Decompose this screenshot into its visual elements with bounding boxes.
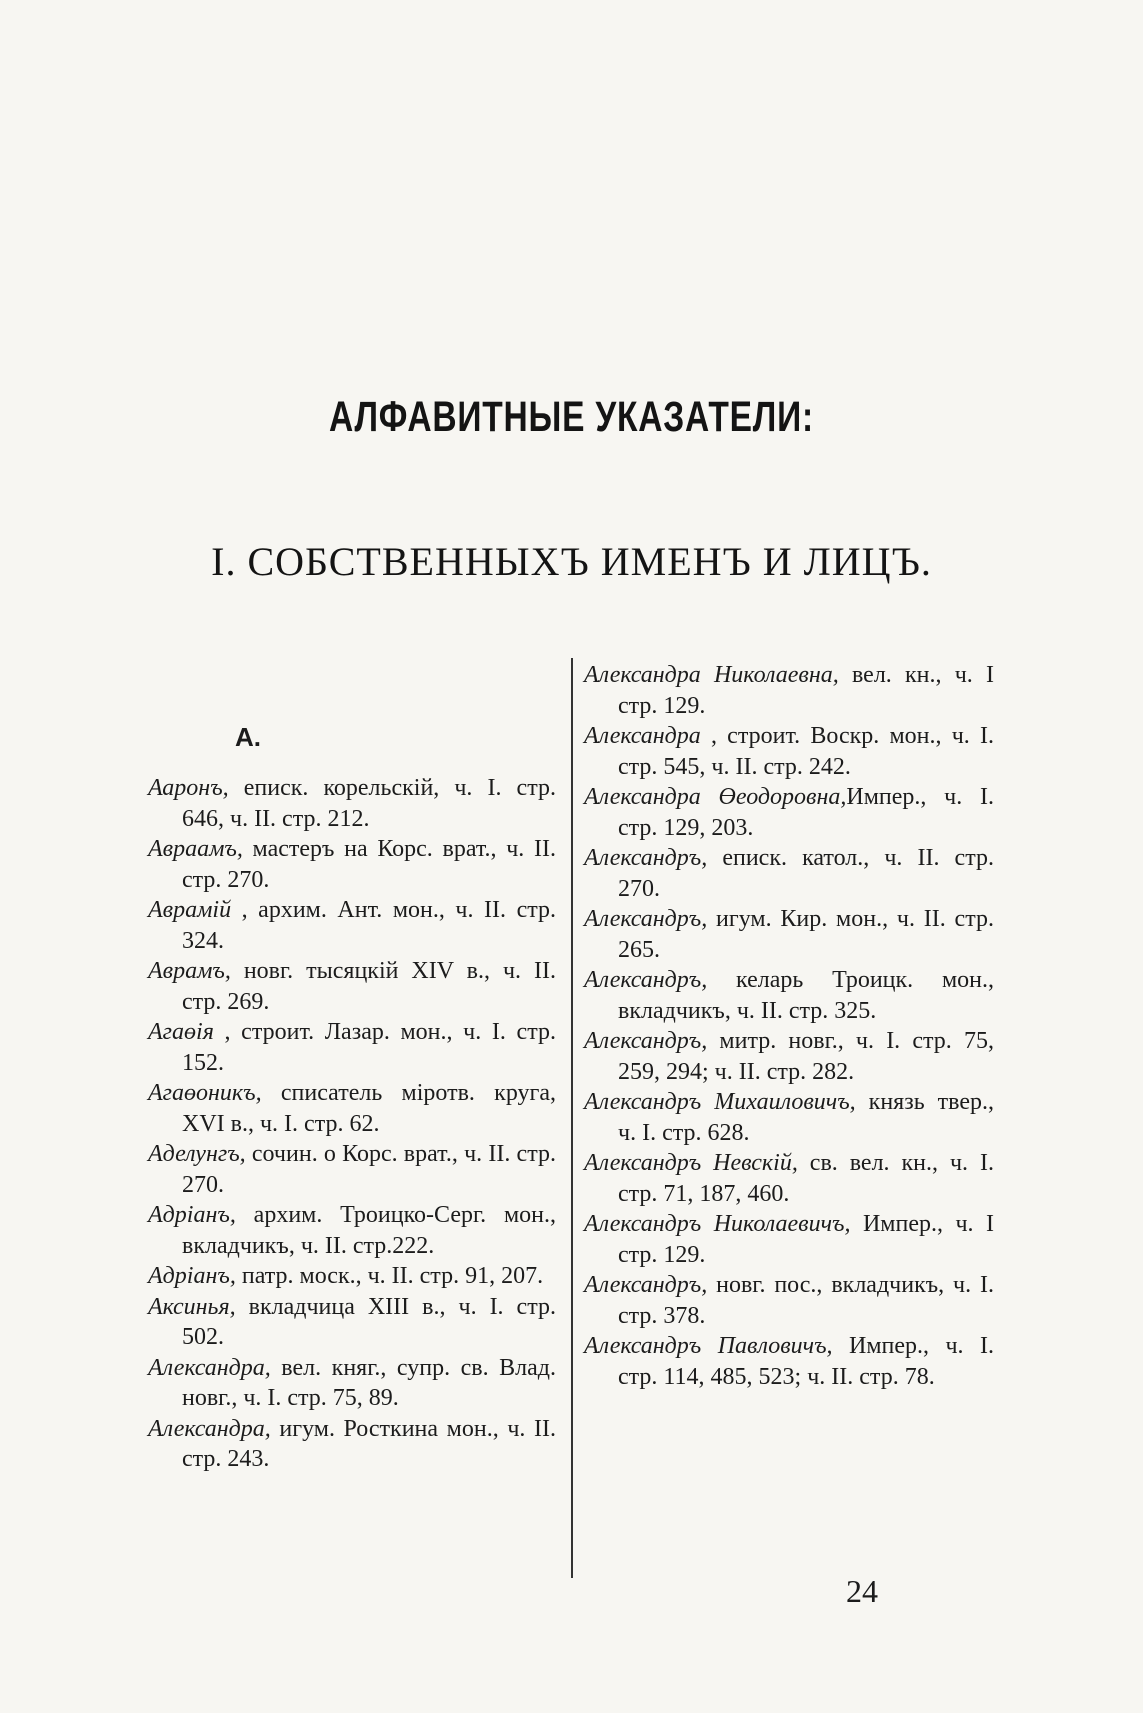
index-entry <box>148 834 556 895</box>
entry-text: вел. княг., супр. св. Влад. новг., ч. I. стр. 75, 89. <box>182 1354 556 1411</box>
index-entry <box>584 1026 994 1087</box>
entry-text: вкладчица XIII в., ч. I. стр. 502. <box>182 1293 556 1350</box>
index-entry <box>148 1139 556 1200</box>
index-entry <box>584 1148 994 1209</box>
entry-text: списатель міротв. круга, XVI в., ч. I. стр. 62. <box>182 1080 556 1137</box>
entry-name: Александра, <box>148 1415 271 1442</box>
entry-text: игум. Росткина мон., ч. II. стр. 243. <box>182 1415 556 1472</box>
index-entry <box>584 1087 994 1148</box>
index-entry <box>148 1261 556 1292</box>
entry-text: мастеръ на Корс. врат., ч. II. стр. 270. <box>182 836 556 893</box>
entry-name: Александръ, <box>584 906 708 932</box>
entry-text: патр. моск., ч. II. стр. 91, 207. <box>235 1263 544 1289</box>
entry-name: Александра, <box>148 1354 271 1381</box>
section-letter: А. <box>235 722 261 752</box>
index-entry <box>148 1017 556 1078</box>
index-entry <box>584 1270 994 1331</box>
index-subtitle: I. СОБСТВЕННЫХЪ ИМЕНЪ И ЛИЦЪ. <box>211 539 932 584</box>
entry-text: новг. пос., вкладчикъ, ч. I. стр. 378. <box>618 1272 994 1329</box>
entry-text: вел. кн., ч. I стр. 129. <box>618 662 995 719</box>
entry-text: епиcк. катол., ч. II. стр. 270. <box>618 845 994 902</box>
entry-text: , строит. Лазар. мон., ч. I. стр. 152. <box>182 1019 556 1076</box>
entry-text: келарь Троицк. мон., вкладчикъ, ч. II. стр. 325. <box>618 967 994 1024</box>
index-entry <box>148 1078 556 1139</box>
page-number: 24 <box>846 1573 878 1609</box>
entry-name: Адріанъ, <box>148 1263 236 1289</box>
index-entry <box>148 1353 556 1414</box>
index-entry <box>584 782 994 843</box>
entry-name: Александра Өеодоровна, <box>584 784 847 810</box>
entry-name: Александръ Николаевичъ, <box>584 1211 851 1237</box>
entry-name: Аделунгъ, <box>148 1141 246 1167</box>
index-entry <box>148 956 556 1017</box>
column-divider <box>571 658 573 1578</box>
entry-text: митр. новг., ч. I. стр. 75, 259, 294; ч. II. стр. 282. <box>618 1028 994 1085</box>
index-entry <box>148 895 556 956</box>
entry-text: сочин. о Корс. врат., ч. II. стр. 270. <box>182 1141 556 1198</box>
page-title: АЛФАВИТНЫЕ УКАЗАТЕЛИ: <box>329 393 814 441</box>
entry-text: епиcк. корельскій, ч. I. стр. 646, ч. II. стр. 212. <box>182 775 556 832</box>
index-entry <box>584 721 994 782</box>
entry-text: , строит. Воскр. мон., ч. I. стр. 545, ч. II. стр. 242. <box>618 723 994 780</box>
entry-name: Александръ, <box>584 845 708 871</box>
entry-name: Александръ Невскій, <box>584 1150 798 1176</box>
index-entry <box>148 1414 556 1475</box>
entry-text: св. вел. кн., ч. I. стр. 71, 187, 460. <box>618 1150 995 1207</box>
entry-text: новг. тысяцкій XIV в., ч. II. стр. 269. <box>182 958 556 1015</box>
index-entry <box>584 965 994 1026</box>
entry-name: Александра Николаевна, <box>584 662 839 688</box>
entry-text: , архим. Ант. мон., ч. II. стр. 324. <box>182 897 556 954</box>
entry-name: Александръ Михаиловичъ, <box>584 1089 856 1115</box>
entry-name: Ааронъ, <box>148 775 229 801</box>
entry-name: Александра <box>584 723 701 749</box>
entry-name: Агаөоникъ, <box>148 1080 262 1106</box>
entry-text: Импер., ч. I. стр. 129, 203. <box>618 784 994 841</box>
entry-text: князь твер., ч. I. стр. 628. <box>618 1089 994 1146</box>
left-column <box>148 773 556 1475</box>
entry-name: Александръ, <box>584 1272 708 1298</box>
entry-name: Александръ, <box>584 967 708 993</box>
entry-name: Адріанъ, <box>148 1202 236 1228</box>
entry-text: Импер., ч. I. стр. 114, 485, 523; ч. II. стр. 78. <box>618 1333 995 1390</box>
entry-text: Импер., ч. I стр. 129. <box>618 1211 994 1268</box>
entry-text: игум. Кир. мон., ч. II. стр. 265. <box>618 906 994 963</box>
index-entry <box>584 843 994 904</box>
entry-name: Александръ, <box>584 1028 708 1054</box>
entry-text: архим. Троицко-Серг. мон., вкладчикъ, ч. II. стр.222. <box>182 1202 556 1259</box>
index-entry <box>148 1200 556 1261</box>
index-entry <box>584 660 994 721</box>
entry-name: Александръ Павловичъ, <box>584 1333 833 1359</box>
index-entry <box>148 773 556 834</box>
entry-name: Аксинья, <box>148 1293 236 1320</box>
index-entry <box>584 1331 994 1392</box>
right-column <box>584 660 994 1392</box>
index-entry <box>584 904 994 965</box>
entry-name: Авраамъ, <box>148 836 243 862</box>
index-entry <box>148 1292 556 1353</box>
entry-name: Аврамій <box>148 897 232 923</box>
index-entry <box>584 1209 994 1270</box>
entry-name: Агаөія <box>148 1019 214 1045</box>
entry-name: Аврамъ, <box>148 958 231 984</box>
